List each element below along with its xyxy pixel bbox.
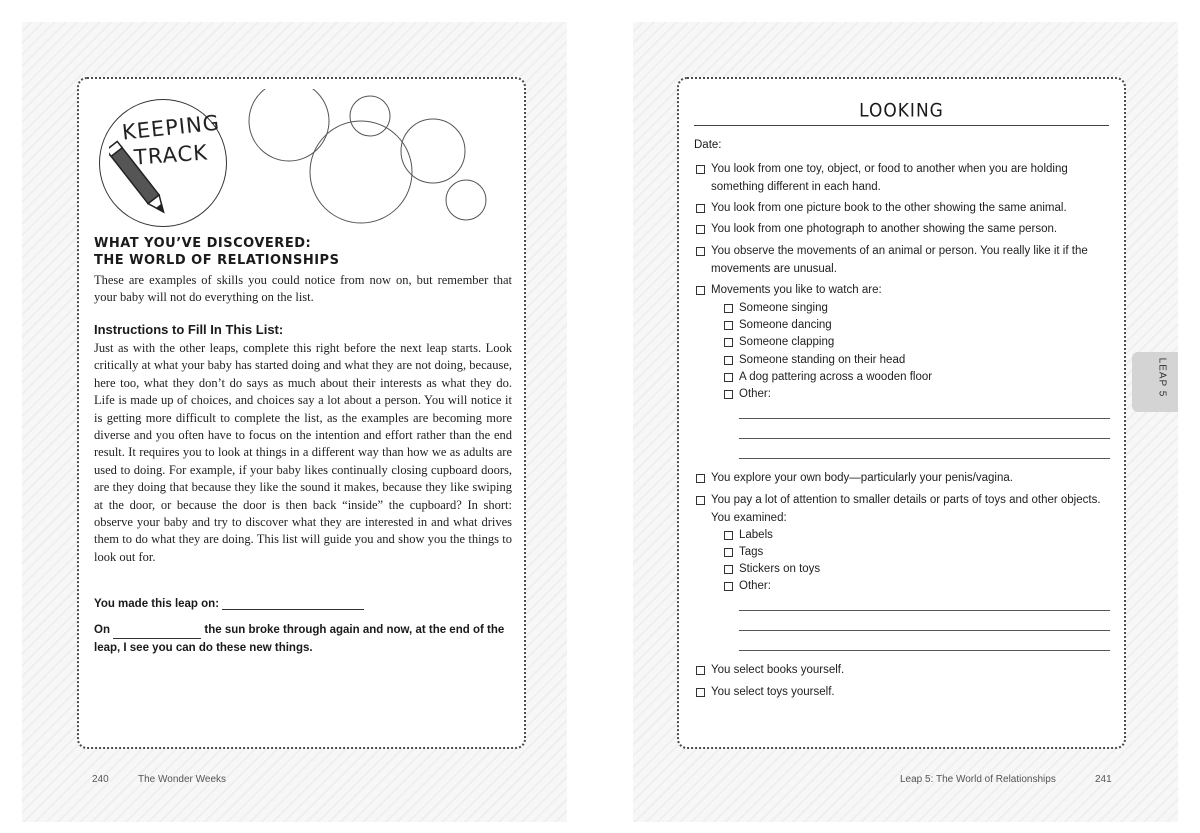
checklist-item-label: You look from one toy, object, or food to another when you are holding something different in each hand. (711, 163, 1068, 193)
badge-line-keeping: KEEPING (120, 110, 222, 145)
sub-checklist-item[interactable] (724, 317, 1104, 335)
checklist-item[interactable] (696, 684, 1114, 702)
sub-checklist-item-label: Tags (739, 546, 764, 558)
checkbox[interactable] (724, 356, 733, 365)
checkbox[interactable] (696, 204, 705, 213)
date-label: Date: (694, 139, 722, 151)
decorative-circles (239, 89, 499, 229)
sub-checklist-item-label: Someone singing (739, 302, 828, 314)
sub-checklist-item-label: Someone dancing (739, 319, 832, 331)
right-page (633, 22, 1178, 822)
checkbox[interactable] (724, 373, 733, 382)
checkbox[interactable] (724, 390, 733, 399)
sub-checklist-item[interactable] (724, 300, 1104, 318)
title-divider (694, 125, 1109, 126)
intro-paragraph: These are examples of skills you could notice from now on, but remember that your baby will not do everything on the list. (94, 273, 512, 305)
write-in-line[interactable] (739, 610, 1110, 611)
sub-checklist-item[interactable] (724, 386, 1104, 404)
sub-checklist-item[interactable] (724, 544, 1104, 562)
checklist-item[interactable] (696, 662, 1114, 680)
right-running-title: Leap 5: The World of Relationships (900, 774, 1056, 785)
checklist-item-label: You explore your own body—particularly your penis/vagina. (711, 472, 1013, 484)
keeping-track-label (120, 110, 222, 170)
sub-checklist-item-label: A dog pattering across a wooden floor (739, 371, 933, 383)
right-page-number: 241 (1095, 774, 1112, 785)
write-in-line[interactable] (739, 630, 1110, 631)
checklist-item-label: You select toys yourself. (711, 686, 835, 698)
checklist-item-label: You observe the movements of an animal or person. You really like it if the movements are unusual. (711, 245, 1088, 275)
sub-checklist-item[interactable] (724, 578, 1104, 596)
sub-checklist-item-label: Labels (739, 529, 773, 541)
checklist-item[interactable] (696, 282, 1114, 300)
left-running-title: The Wonder Weeks (138, 774, 227, 785)
looking-title: LOOKING (859, 100, 944, 122)
checklist-item[interactable] (696, 243, 1114, 278)
left-page (22, 22, 567, 822)
checkbox[interactable] (724, 321, 733, 330)
checkbox[interactable] (696, 666, 705, 675)
badge-line-track: TRACK (133, 140, 209, 170)
checkbox[interactable] (696, 496, 705, 505)
checkbox[interactable] (724, 304, 733, 313)
sub-checklist-item[interactable] (724, 352, 1104, 370)
sub-checklist-item-label: Stickers on toys (739, 563, 821, 575)
checkbox[interactable] (724, 338, 733, 347)
checkbox[interactable] (724, 582, 733, 591)
leap-5-tab (1132, 352, 1178, 412)
heading-line-1: WHAT YOU’VE DISCOVERED: (94, 236, 312, 251)
checkbox[interactable] (696, 225, 705, 234)
checklist-item[interactable] (696, 470, 1114, 488)
leap-date-blank[interactable] (222, 598, 364, 610)
checklist-item[interactable] (696, 492, 1114, 527)
leap-5-tab-label: LEAP 5 (1156, 357, 1168, 398)
sub-checklist-item[interactable] (724, 334, 1104, 352)
checkbox[interactable] (696, 474, 705, 483)
sun-date-blank[interactable] (113, 627, 201, 639)
checkbox[interactable] (724, 531, 733, 540)
on-label: On (94, 624, 110, 636)
checklist-item-label: You pay a lot of attention to smaller details or parts of toys and other objects. You examined: (711, 494, 1101, 524)
checklist-item-label: Movements you like to watch are: (711, 284, 882, 296)
keeping-track-card (77, 77, 526, 749)
left-page-number: 240 (92, 774, 109, 785)
checkbox[interactable] (724, 565, 733, 574)
write-in-line[interactable] (739, 650, 1110, 651)
checkbox[interactable] (696, 286, 705, 295)
checklist-item-label: You look from one picture book to the other showing the same animal. (711, 202, 1067, 214)
instructions-heading: Instructions to Fill In This List: (94, 322, 284, 337)
write-in-line[interactable] (739, 458, 1110, 459)
leap-made-label: You made this leap on: (94, 598, 220, 610)
looking-card (677, 77, 1126, 749)
discovered-heading (94, 235, 514, 269)
checklist-item-label: You look from one photograph to another showing the same person. (711, 223, 1058, 235)
leap-made-line (94, 598, 364, 610)
sub-checklist-item-label: Other: (739, 580, 771, 592)
write-in-line[interactable] (739, 438, 1110, 439)
checklist-item[interactable] (696, 200, 1114, 218)
sub-checklist-item-label: Other: (739, 388, 771, 400)
checklist-item[interactable] (696, 161, 1114, 196)
checkbox[interactable] (696, 247, 705, 256)
sun-sentence (94, 621, 512, 657)
heading-line-2: THE WORLD OF RELATIONSHIPS (94, 253, 340, 268)
checkbox[interactable] (696, 165, 705, 174)
sub-checklist-item[interactable] (724, 527, 1104, 545)
checkbox[interactable] (696, 688, 705, 697)
sub-checklist-item-label: Someone clapping (739, 336, 835, 348)
checkbox[interactable] (724, 548, 733, 557)
sub-checklist-item[interactable] (724, 369, 1104, 387)
instructions-paragraph: Just as with the other leaps, complete this right before the next leap starts. Look critically at what your baby has started doing and what they are not doing, because, here too, what they don’t do says as much about their interests as what they do. Life is made up of choices, and choices say a lot about a person. You will notice it is getting more difficult to complete the list, as the examples are becoming more diverse and you often have to focus on the intention and effort rather than the end result. It requires you to look at things in a different way than how we as adults are used to doing. For example, if your baby likes continually closing cupboard doors, are they doing that because they like the sound it makes, because they like swiping at the door, or because the door is then back “inside” the cupboard? In short: observe your baby and try to discover what they are interested in and what drives them to do what they are doing. This list will guide you and show you the things to look out for. (94, 341, 512, 564)
write-in-line[interactable] (739, 418, 1110, 419)
sun-text: the sun broke through again and now, at the end of the leap, I see you can do these new things. (94, 624, 505, 654)
checklist-item[interactable] (696, 221, 1114, 239)
sub-checklist-item-label: Someone standing on their head (739, 354, 906, 366)
checklist-item-label: You select books yourself. (711, 664, 845, 676)
sub-checklist-item[interactable] (724, 561, 1104, 579)
